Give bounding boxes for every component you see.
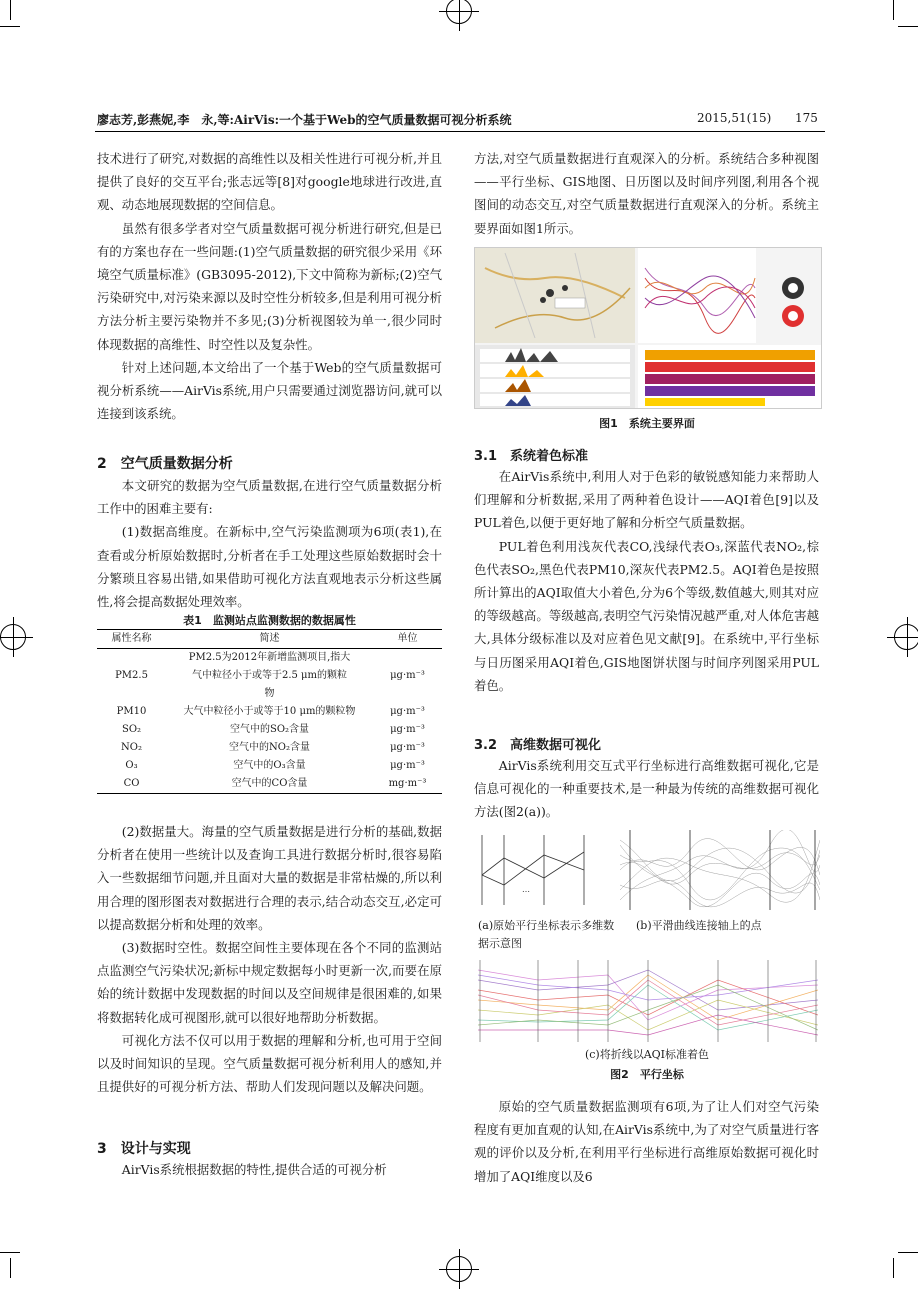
table-cell: μg·m⁻³	[390, 760, 425, 771]
table-cell: μg·m⁻³	[390, 724, 425, 735]
table-row	[97, 703, 442, 721]
table-cell: μg·m⁻³	[390, 742, 425, 753]
system-interface-image	[475, 248, 821, 408]
table-cell: NO₂	[121, 742, 142, 753]
table-cell: μg·m⁻³	[390, 670, 425, 681]
left-col-top	[97, 147, 442, 425]
parallel-axes-schematic	[474, 830, 614, 910]
table-cell: 空气中的SO₂含量	[229, 724, 310, 735]
left-col-end	[97, 1158, 442, 1181]
table-header: 属性名称	[111, 633, 152, 644]
section-heading-3-2: 3.2 高维数据可视化	[474, 738, 602, 753]
paragraph: 针对上述问题,本文给出了一个基于Web的空气质量数据可视分析系统——AirVis系统,用户只需要通过浏览器访问,就可以连接到该系统。	[97, 359, 442, 422]
table-row	[97, 775, 442, 794]
table-row	[97, 757, 442, 775]
paragraph: 虽然有很多学者对空气质量数据可视分析进行研究,但是已有的方案也存在一些问题:(1)空气质量数据的研究很少采用《环境空气质量标准》(GB3095-2012),下文中简称为新标;(2)空气污染研究中,对污染来源以及时空性分析较多,但是利用可视分析方法分析主要污染物并不多见;(3)分析视图较为单一,很少同时体现数据的高维性、时空性以及复杂性。	[97, 220, 442, 352]
section-heading-3: 3 设计与实现	[97, 1141, 191, 1157]
figure-1-caption: 图1 系统主要界面	[599, 417, 695, 430]
smooth-curve-plot	[620, 830, 820, 910]
paragraph: (2)数据量大。海量的空气质量数据是进行分析的基础,数据分析者在使用一些统计以及查询工具进行数据分析时,很容易陷入一些数据细节问题,并且面对大量的数据是非常枯燥的,所以利用合理的图形图表对数据进行合理的表示,结合动态交互,必定可以提高数据分析和处理的效率。	[97, 824, 442, 932]
right-col-top	[474, 147, 819, 240]
issue-info: 2015,51(15)	[697, 111, 772, 125]
table-cell: CO	[123, 778, 140, 789]
table-cell: PM10	[116, 706, 147, 717]
table-cell: 空气中的O₃含量	[233, 760, 306, 771]
right-col-32	[474, 754, 819, 824]
table-cell: 空气中的NO₂含量	[229, 742, 310, 753]
aqi-parallel-plot	[478, 960, 818, 1042]
paragraph: 原始的空气质量数据监测项有6项,为了让人们对空气污染程度有更加直观的认知,在AirVis系统中,为了对空气质量进行客观的评价以及分析,在利用平行坐标进行高维原始数据可视化时增加了AQI维度以及6	[474, 1099, 819, 1184]
paragraph: 技术进行了研究,对数据的高维性以及相关性进行可视分析,并且提供了良好的交互平台;张志远等[8]对google地球进行改进,直观、动态地展现数据的空间信息。	[97, 151, 442, 213]
section-heading-3-1: 3.1 系统着色标准	[474, 449, 589, 464]
figure-2a-schematic	[474, 830, 614, 910]
table-cell: μg·m⁻³	[390, 706, 425, 717]
paragraph: 本文研究的数据为空气质量数据,在进行空气质量数据分析工作中的困难主要有:	[97, 478, 442, 517]
table-header: 简述	[259, 633, 280, 644]
system-interface-figure	[474, 247, 822, 409]
page-number: 175	[795, 111, 818, 125]
figure-2b-smooth-curves	[620, 830, 820, 910]
left-col-bottom	[97, 820, 442, 1098]
paragraph: (3)数据时空性。数据空间性主要体现在各个不同的监测站点监测空气污染状况;新标中规定数据每小时更新一次,而要在原始的统计数据中发现数据的时间以及空间规律是很困难的,如果将数据转化成可视图形,就可以很好地帮助分析数据。	[97, 940, 442, 1025]
paragraph: AirVis系统根据数据的特性,提供合适的可视分析	[121, 1162, 387, 1177]
figure-2a-caption: (a)原始平行坐标表示多维数据示意图	[478, 919, 615, 950]
table-caption: 表1 监测站点监测数据的数据属性	[183, 614, 356, 627]
table-header: 单位	[397, 633, 418, 644]
table-row	[97, 721, 442, 739]
figure-2c-aqi-parallel	[478, 960, 818, 1042]
paragraph: 可视化方法不仅可以用于数据的理解和分析,也可用于空间以及时间知识的呈现。空气质量数据可视分析利用人的感知,并且提供好的可视分析方法、帮助人们发现问题以及解决问题。	[97, 1032, 442, 1095]
left-col-mid	[97, 474, 442, 613]
paragraph: (1)数据高维度。在新标中,空气污染监测项为6项(表1),在查看或分析原始数据时,分析者在手工处理这些原始数据时会十分繁琐且容易出错,如果借助可视化方法直观地表示分析这些属性,将会提高数据处理效率。	[97, 524, 442, 610]
table-cell: 空气中的CO含量	[231, 778, 308, 789]
section-heading-2: 2 空气质量数据分析	[97, 456, 233, 472]
header-rule	[95, 131, 825, 132]
paragraph: PUL着色利用浅灰代表CO,浅绿代表O₃,深蓝代表NO₂,棕色代表SO₂,黑色代表PM10,深灰代表PM2.5。AQI着色是按照所计算出的AQI取值大小着色,分为6个等级,数值越大,则其对应的等级越高。等级越高,表明空气污染情况越严重,对人体危害越大,具体分级标准以及对应着色见文献[9]。在系统中,平行坐标与日历图采用AQI着色,GIS地图饼状图与时间序列图采用PUL着色。	[474, 538, 819, 693]
running-header-title: 廖志芳,彭燕妮,李 永,等:AirVis:一个基于Web的空气质量数据可视分析系统	[97, 113, 512, 127]
figure-2c-caption: (c)将折线以AQI标准着色	[584, 1048, 710, 1061]
table-row	[97, 739, 442, 757]
paragraph: 在AirVis系统中,利用人对于色彩的敏锐感知能力来帮助人们理解和分析数据,采用了两种着色设计——AQI着色[9]以及PUL着色,以便于更好地了解和分析空气质量数据。	[474, 469, 819, 531]
table-cell: PM2.5为2012年新增监测项目,指大气中粒径小于或等于2.5 μm的颗粒物	[188, 652, 351, 699]
paragraph: 方法,对空气质量数据进行直观深入的分析。系统结合多种视图——平行坐标、GIS地图、日历图以及时间序列图,利用各个视图间的动态交互,对空气质量数据进行直观深入的分析。系统主要界面如图1所示。	[474, 151, 819, 236]
figure-2b-caption: (b)平滑曲线连接轴上的点	[636, 919, 762, 932]
figure-2-caption: 图2 平行坐标	[610, 1068, 684, 1081]
svg-text:…: …	[522, 885, 530, 894]
table-row	[97, 649, 442, 704]
table-cell: SO₂	[121, 724, 142, 735]
table-cell: O₃	[125, 760, 138, 771]
right-col-31	[474, 465, 819, 697]
right-col-bottom	[474, 1095, 819, 1188]
data-attributes-table	[97, 629, 442, 794]
paragraph: AirVis系统利用交互式平行坐标进行高维数据可视化,它是信息可视化的一种重要技术,是一种最为传统的高维数据可视化方法(图2(a))。	[474, 758, 819, 820]
table-cell: mg·m⁻³	[388, 778, 427, 789]
table-cell: 大气中粒径小于或等于10 μm的颗粒物	[183, 706, 356, 717]
table-cell: PM2.5	[115, 670, 148, 681]
